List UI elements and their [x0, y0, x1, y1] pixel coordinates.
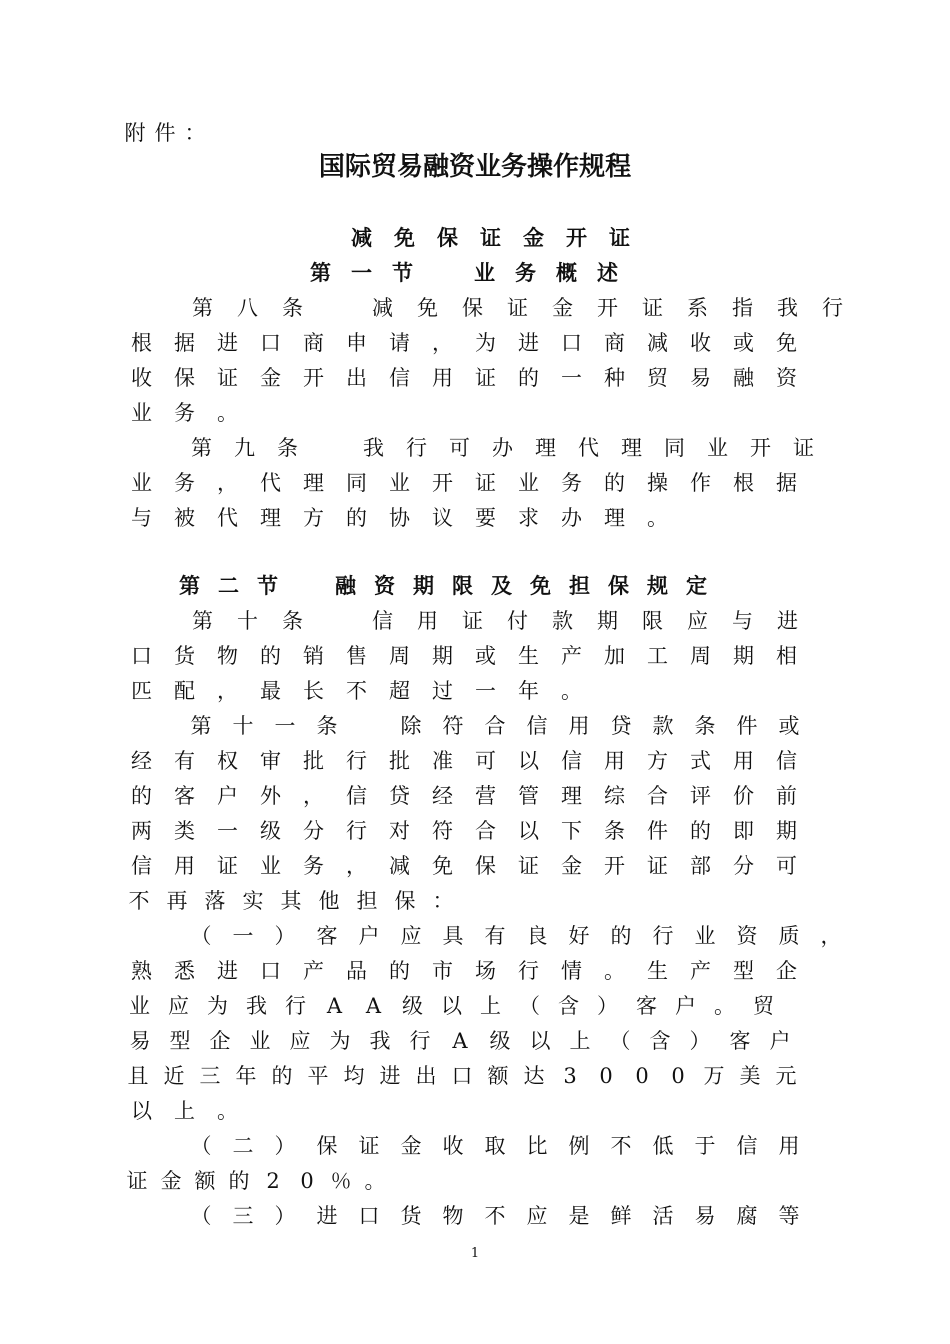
article-10-line-3: 匹 配 ， 最 长 不 超 过 一 年 。 [131, 679, 582, 703]
article-11-line-1: 第 十 一 条 除 符 合 信 用 贷 款 条 件 或 [190, 714, 800, 738]
clause-1-line-1: （ 一 ） 客 户 应 具 有 良 好 的 行 业 资 质 ， [190, 924, 842, 948]
article-9-line-1: 第 九 条 我 行 可 办 理 代 理 同 业 开 证 [191, 436, 814, 460]
article-11-line-2: 经 有 权 审 批 行 批 准 可 以 信 用 方 式 用 信 [131, 749, 797, 773]
article-11-line-6: 不 再 落 实 其 他 担 保 ： [128, 889, 454, 913]
article-10-line-2: 口 货 物 的 销 售 周 期 或 生 产 加 工 周 期 相 [131, 644, 797, 668]
article-11-line-5: 信 用 证 业 务 ， 减 免 保 证 金 开 证 部 分 可 [131, 854, 797, 878]
section-heading-2: 第 二 节 融 资 期 限 及 免 担 保 规 定 [179, 573, 707, 598]
clause-1-line-4: 易 型 企 业 应 为 我 行 A 级 以 上 （ 含 ） 客 户 [129, 1029, 791, 1053]
article-8-line-4: 业 务 。 [131, 401, 238, 425]
clause-3-line-1: （ 三 ） 进 口 货 物 不 应 是 鲜 活 易 腐 等 [190, 1204, 800, 1228]
article-10-line-1: 第 十 条 信 用 证 付 款 期 限 应 与 进 [192, 609, 798, 633]
article-9-line-2: 业 务 ， 代 理 同 业 开 证 业 务 的 操 作 根 据 [131, 471, 797, 495]
section-heading-1: 第 一 节 业 务 概 述 [310, 260, 618, 285]
page-number: 1 [470, 1246, 480, 1261]
article-9-line-3: 与 被 代 理 方 的 协 议 要 求 办 理 。 [131, 506, 668, 530]
clause-2-line-2: 证 金 额 的 2 0 ％ 。 [126, 1169, 386, 1193]
attachment-label: 附 件 ： [124, 121, 206, 145]
section-heading: 减 免 保 证 金 开 证 [351, 225, 630, 250]
article-8-line-2: 根 据 进 口 商 申 请 ， 为 进 口 商 减 收 或 免 [131, 331, 797, 355]
clause-2-line-1: （ 二 ） 保 证 金 收 取 比 例 不 低 于 信 用 [190, 1134, 800, 1158]
clause-1-line-2: 熟 悉 进 口 产 品 的 市 场 行 情 。 生 产 型 企 [131, 959, 797, 983]
document-title: 国际贸易融资业务操作规程 [318, 152, 632, 182]
clause-1-line-6: 以 上 。 [131, 1099, 238, 1123]
article-11-line-3: 的 客 户 外 ， 信 贷 经 营 管 理 综 合 评 价 前 [131, 784, 797, 808]
article-8-line-1: 第 八 条 减 免 保 证 金 开 证 系 指 我 行 [192, 296, 843, 320]
clause-1-line-5: 且 近 三 年 的 平 均 进 出 口 额 达 3 0 0 0 万 美 元 [127, 1064, 797, 1088]
article-8-line-3: 收 保 证 金 开 出 信 用 证 的 一 种 贸 易 融 资 [131, 366, 797, 390]
article-11-line-4: 两 类 一 级 分 行 对 符 合 以 下 条 件 的 即 期 [131, 819, 797, 843]
clause-1-line-3: 业 应 为 我 行 A A 级 以 上 （ 含 ） 客 户 。 贸 [129, 994, 774, 1018]
